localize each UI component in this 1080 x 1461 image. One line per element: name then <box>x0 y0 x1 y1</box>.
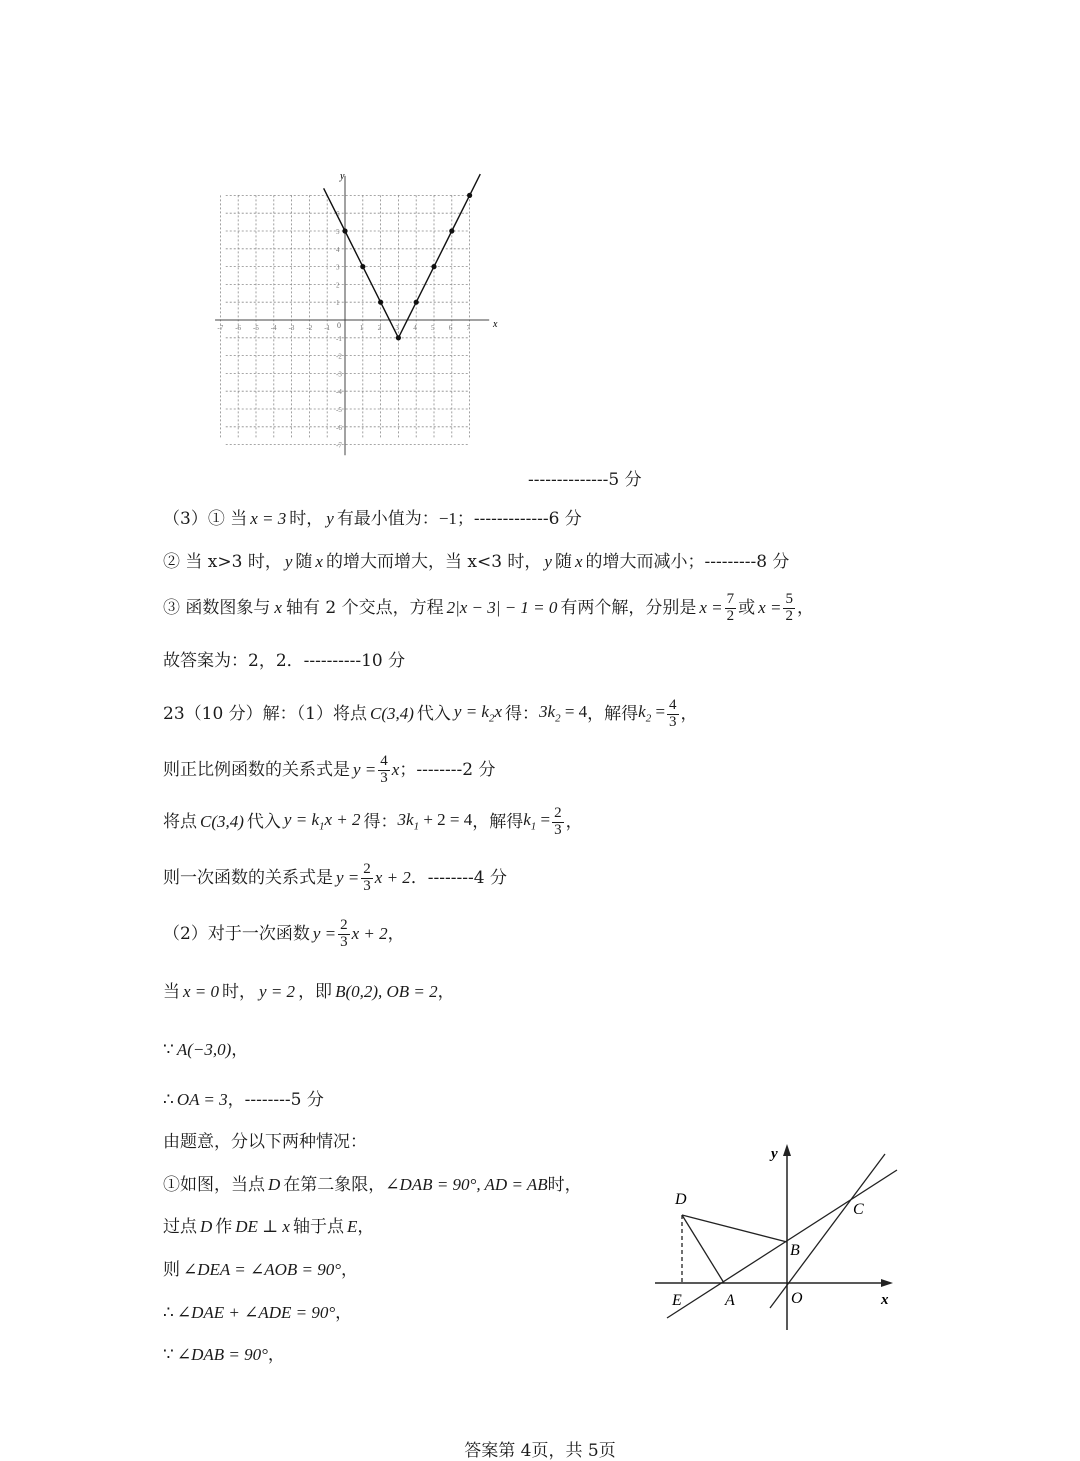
label-x: x <box>881 1292 889 1308</box>
tick-labels <box>217 210 470 449</box>
x-tick-label: 7 <box>466 324 471 332</box>
x-tick-label: -5 <box>253 324 259 332</box>
part3-line3: ③ 函数图象与 x 轴有 2 个交点，方程 2|x − 3| − 1 = 0 有两个解，分别是 x = $\frac{7}{2}$ 或 x = $\frac{5}{2}$ ， <box>163 591 814 624</box>
data-point <box>360 264 365 269</box>
x-tick-label: -1 <box>324 324 331 332</box>
part3-line1: （3）① 当 x = 3 时， y 有最小值为： −1 ；-------------6 分 <box>163 509 582 529</box>
segment-DB <box>682 1215 787 1242</box>
q23-line-g: ∵ A(−3,0) ， <box>163 1040 249 1060</box>
y-tick-label: 1 <box>336 299 340 308</box>
line-AC <box>667 1170 897 1318</box>
y-tick-label: 3 <box>336 263 340 272</box>
q23-line-i: 由题意，分以下两种情况： <box>163 1132 367 1152</box>
series-line <box>324 174 481 338</box>
label-D: D <box>675 1191 687 1208</box>
q23-line-b: 则正比例函数的关系式是 y = $\frac{4}{3}$ x ；--------2 分 <box>163 753 496 786</box>
part3-line4: 故答案为：2，2．----------10 分 <box>163 651 406 671</box>
q23-line-n: ∵ ∠DAB = 90° ， <box>163 1345 285 1365</box>
y-axis-label: y <box>340 171 345 182</box>
q23-line-h: ∴ OA = 3 ，--------5 分 <box>163 1090 324 1110</box>
x-tick-label: -4 <box>270 324 277 332</box>
y-tick-label: 6 <box>336 210 340 219</box>
x-tick-label: -6 <box>235 324 242 332</box>
x-tick-label: -3 <box>288 324 295 332</box>
x-tick-label: 1 <box>359 324 364 332</box>
x-tick-label: 3 <box>395 324 399 332</box>
x-tick-label: 5 <box>431 324 435 332</box>
q23-line-d: 则一次函数的关系式是 y = $\frac{2}{3}$ x + 2 ．--------4 分 <box>163 861 507 894</box>
function-line <box>324 174 481 338</box>
label-B: B <box>790 1242 800 1259</box>
data-point <box>378 300 383 305</box>
q23-line-j: ①如图，当点 D 在第二象限， ∠DAB = 90°, AD = AB 时， <box>163 1175 582 1195</box>
page-footer: 答案第 4页，共 5页 <box>464 1441 616 1461</box>
segment-DA <box>682 1215 724 1283</box>
data-point <box>431 264 436 269</box>
x-tick-label: -7 <box>217 324 224 332</box>
function-graph <box>205 168 515 458</box>
y-tick-label: -7 <box>336 441 342 450</box>
x-tick-label: -2 <box>306 324 313 332</box>
x-axis-label: x <box>493 319 498 330</box>
y-tick-label: 5 <box>336 228 340 236</box>
label-A: A <box>725 1292 735 1309</box>
data-point <box>467 193 472 198</box>
q23-line-a: 23（10 分）解：（1）将点 C(3,4) 代入 $y = k_2x$ 得： $3k_2 = 4$ ，解得 $k_2$ = $\frac{4}{3}$ ， <box>163 697 698 730</box>
y-tick-label: -3 <box>336 370 342 379</box>
data-point <box>449 228 454 233</box>
y-tick-label: 2 <box>336 281 340 290</box>
y-tick-label: -2 <box>336 352 342 361</box>
y-tick-label: -4 <box>336 388 342 397</box>
data-point <box>414 300 419 305</box>
q23-line-e: （2）对于一次函数 y = $\frac{2}{3}$ x + 2 ， <box>163 917 405 950</box>
graph-grid <box>215 176 489 455</box>
x-tick-label: 2 <box>377 324 382 332</box>
y-axis-arrow <box>783 1144 791 1156</box>
q23-line-c: 将点 C(3,4) 代入 $y = k_1x + 2$ 得： $3k_1 + 2 = 4$ ，解得 $k_1$ = $\frac{2}{3}$ ， <box>163 805 583 838</box>
data-point <box>342 228 347 233</box>
score-5: --------------5 分 <box>528 470 642 490</box>
q23-line-m: ∴ ∠DAE + ∠ADE = 90° ， <box>163 1303 353 1323</box>
x-tick-label: 4 <box>413 324 417 332</box>
part3-line2: ② 当 x>3 时， y 随 x 的增大而增大，当 x<3 时， y 随 x 的增大而减小；---------8 分 <box>163 552 790 572</box>
y-tick-label: -6 <box>336 423 342 432</box>
label-E: E <box>672 1292 682 1309</box>
label-C: C <box>853 1201 864 1218</box>
label-y: y <box>771 1146 778 1162</box>
q23-line-l: 则 ∠DEA = ∠AOB = 90° ， <box>163 1260 359 1280</box>
y-tick-label: 4 <box>336 245 340 254</box>
origin-label: 0 <box>337 321 341 330</box>
data-point <box>396 335 401 340</box>
geometry-figure <box>645 1140 910 1340</box>
y-tick-label: -1 <box>336 334 342 343</box>
y-tick-label: -5 <box>336 406 342 414</box>
q23-line-k: 过点 D 作 DE ⊥ x 轴于点 E ， <box>163 1217 375 1237</box>
x-tick-label: 6 <box>448 324 453 332</box>
label-O: O <box>791 1290 803 1307</box>
x-axis-arrow <box>881 1279 893 1287</box>
q23-line-f: 当 x = 0 时， y = 2 ，即 B(0,2), OB = 2 ， <box>163 982 455 1002</box>
